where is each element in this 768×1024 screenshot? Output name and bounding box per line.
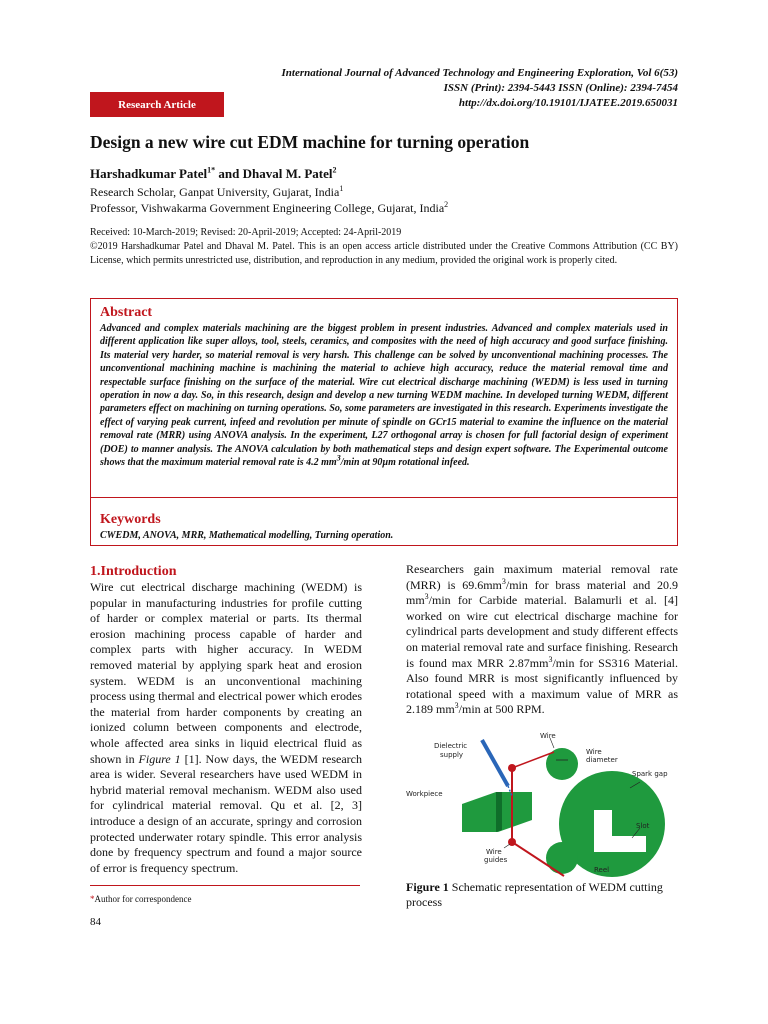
rc-part-3: /min for Carbide material. Balamurli et al. [4] worked on wire cut electrical discharge machine for cylindrical parts development and study different effects on material removal rate and surface finishing. Research is found max MRR 2.87mm — [406, 593, 678, 670]
paper-title: Design a new wire cut EDM machine for turning operation — [90, 132, 530, 152]
label-wire-diameter-2: diameter — [586, 756, 618, 764]
affiliations — [90, 184, 448, 216]
affiliation-1-sup: 1 — [339, 184, 344, 193]
rc-sup-3: 3 — [548, 654, 553, 664]
journal-issn: ISSN (Print): 2394-5443 ISSN (Online): 2394-7454 — [443, 82, 678, 94]
figure-caption-label: Figure 1 — [406, 880, 449, 894]
guides-leader — [504, 844, 510, 848]
footnote — [90, 894, 191, 904]
label-reel: Reel — [594, 866, 610, 874]
right-column-text — [406, 562, 678, 718]
author-1: Harshadkumar Patel — [90, 166, 208, 181]
page-number: 84 — [90, 916, 101, 928]
affiliation-1-text: Research Scholar, Ganpat University, Gujarat, India — [90, 185, 340, 199]
author-2: Dhaval M. Patel — [242, 166, 333, 181]
label-wire-diameter-1: Wire — [586, 748, 602, 756]
article-dates: Received: 10-March-2019; Revised: 20-April-2019; Accepted: 24-April-2019 — [90, 227, 402, 238]
affiliation-1 — [90, 184, 448, 200]
figure-caption-text: Schematic representation of WEDM cutting process — [406, 880, 663, 909]
label-wire-guides-2: guides — [484, 856, 508, 864]
author-2-sup: 2 — [332, 165, 337, 175]
rc-part-2: /min for brass material and 20.9 mm — [406, 577, 678, 608]
reel-wheel — [546, 842, 578, 874]
abstract-text — [100, 322, 668, 469]
label-slot: Slot — [636, 822, 650, 830]
label-spark-gap: Spark gap — [632, 770, 668, 778]
abstract-body: Advanced and complex materials machining are the biggest problem in present industries. Advanced and complex materials used in different application like super alloys, tool, steels, ceramics, and composites with the need of high accuracy and good surface finishing. Its material very harder, so material removal is very harsh. This challenge can be solved by unconventional machining processes. The unconventional machining machine is machining the material to achieve high accuracy, reduce the material removal time and respectable surface finishing on the surface of the material. Wire cut electrical discharge machining (WEDM) is less used in turning operation in now a day. So, in this research, design and develop a new turning WEDM machine. In developed turning WEDM, different parameters effect on machining on turning operations. So, some parameters are investigated in this research. Experiments investigate the effect of varying peak current, infeed and revolution per minute of spindle on GCr15 material to examine the influence on the material removal rate (MRR) using ANOVA analysis. In the experiment, L27 orthogonal array is chosen for full factorial design of experiment (DOE) to manner analysis. The ANOVA calculation by both mathematical steps and design expert software. The Experimental outcome shows that the maximum material removal rate is 4.2 mm — [100, 323, 668, 469]
journal-name: International Journal of Advanced Technology and Engineering Exploration, Vol 6(53) — [281, 67, 678, 79]
keywords-heading: Keywords — [100, 512, 161, 527]
article-type-badge: Research Article — [90, 92, 224, 117]
rc-sup-1: 3 — [501, 576, 506, 586]
journal-doi[interactable]: http://dx.doi.org/10.19101/IJATEE.2019.650031 — [458, 97, 678, 109]
abstract-tail: /min at 90µm rotational infeed. — [340, 457, 470, 469]
copyright-notice: ©2019 Harshadkumar Patel and Dhaval M. Patel. This is an open access article distributed under the Creative Commons Attribution (CC BY) License, which permits unrestricted use, distribution, and reproduction in any medium, provided the original work is properly cited. — [90, 241, 678, 266]
author-line — [90, 166, 337, 182]
intro-tail: [1]. Now days, the WEDM research area is wider. Several researchers have used WEDM in hybrid material removal mechanism. WEDM also used for cylindrical material removal. Qu et al. [2, 3] introduce a design of an accurate, springy and corrosion protected underwater rotary spindle. This error analysis done by frequency spectrum and found a major source of error is frequency spectrum. — [90, 751, 362, 875]
label-wire: Wire — [540, 732, 556, 740]
label-dielectric-2: supply — [440, 751, 464, 759]
rc-part-5: /min at 500 RPM. — [458, 702, 545, 717]
footnote-star: * — [90, 894, 95, 904]
wedm-schematic-figure — [404, 730, 680, 878]
figure-caption — [406, 880, 678, 910]
label-wire-guides-1: Wire — [486, 848, 502, 856]
abstract-sup: 3 — [336, 453, 341, 463]
rc-part-1: Researchers gain maximum material removal rate (MRR) is 69.6mm — [406, 562, 678, 592]
author-1-sup: 1* — [207, 165, 216, 175]
author-and: and — [215, 166, 243, 181]
intro-body: Wire cut electrical discharge machining (WEDM) is popular in manufacturing industries for profile cutting of harder or complex material or parts. Its thermal erosion machining process capable of harder and complex parts with higher accuracy. In WEDM removed material by applying spark heat and erosion system. WEDM is an unconventional machining process using thermal and electrical power which erodes the material from harder components by creating an ionized column between components and electrode, whole affected area sinks in liquid electrical fluid as shown in — [90, 580, 362, 766]
article-meta — [90, 226, 678, 268]
dielectric-nozzle — [482, 740, 508, 786]
introduction-text — [90, 580, 362, 876]
rc-sup-4: 3 — [454, 701, 459, 711]
label-workpiece: Workpiece — [406, 790, 443, 798]
affiliation-2-text: Professor, Vishwakarma Government Engineering College, Gujarat, India — [90, 201, 445, 215]
journal-header — [282, 66, 678, 111]
abstract-heading: Abstract — [100, 305, 153, 320]
workpiece-kerf — [496, 792, 502, 832]
affiliation-2 — [90, 200, 448, 216]
rc-part-4: /min for SS316 Material. Also found MRR is most significantly influenced by rotational speed with a maximum value of MRR as 2.189 mm — [406, 655, 678, 717]
footnote-text: Author for correspondence — [94, 894, 192, 904]
footnote-divider — [90, 885, 360, 886]
keywords-text: CWEDM, ANOVA, MRR, Mathematical modelling, Turning operation. — [100, 530, 394, 541]
figure-reference[interactable]: Figure 1 — [138, 751, 181, 766]
rc-sup-2: 3 — [424, 592, 429, 602]
label-dielectric-1: Dielectric — [434, 742, 468, 750]
introduction-heading: 1.Introduction — [90, 564, 177, 579]
upper-guide — [508, 764, 516, 772]
affiliation-2-sup: 2 — [444, 200, 449, 209]
